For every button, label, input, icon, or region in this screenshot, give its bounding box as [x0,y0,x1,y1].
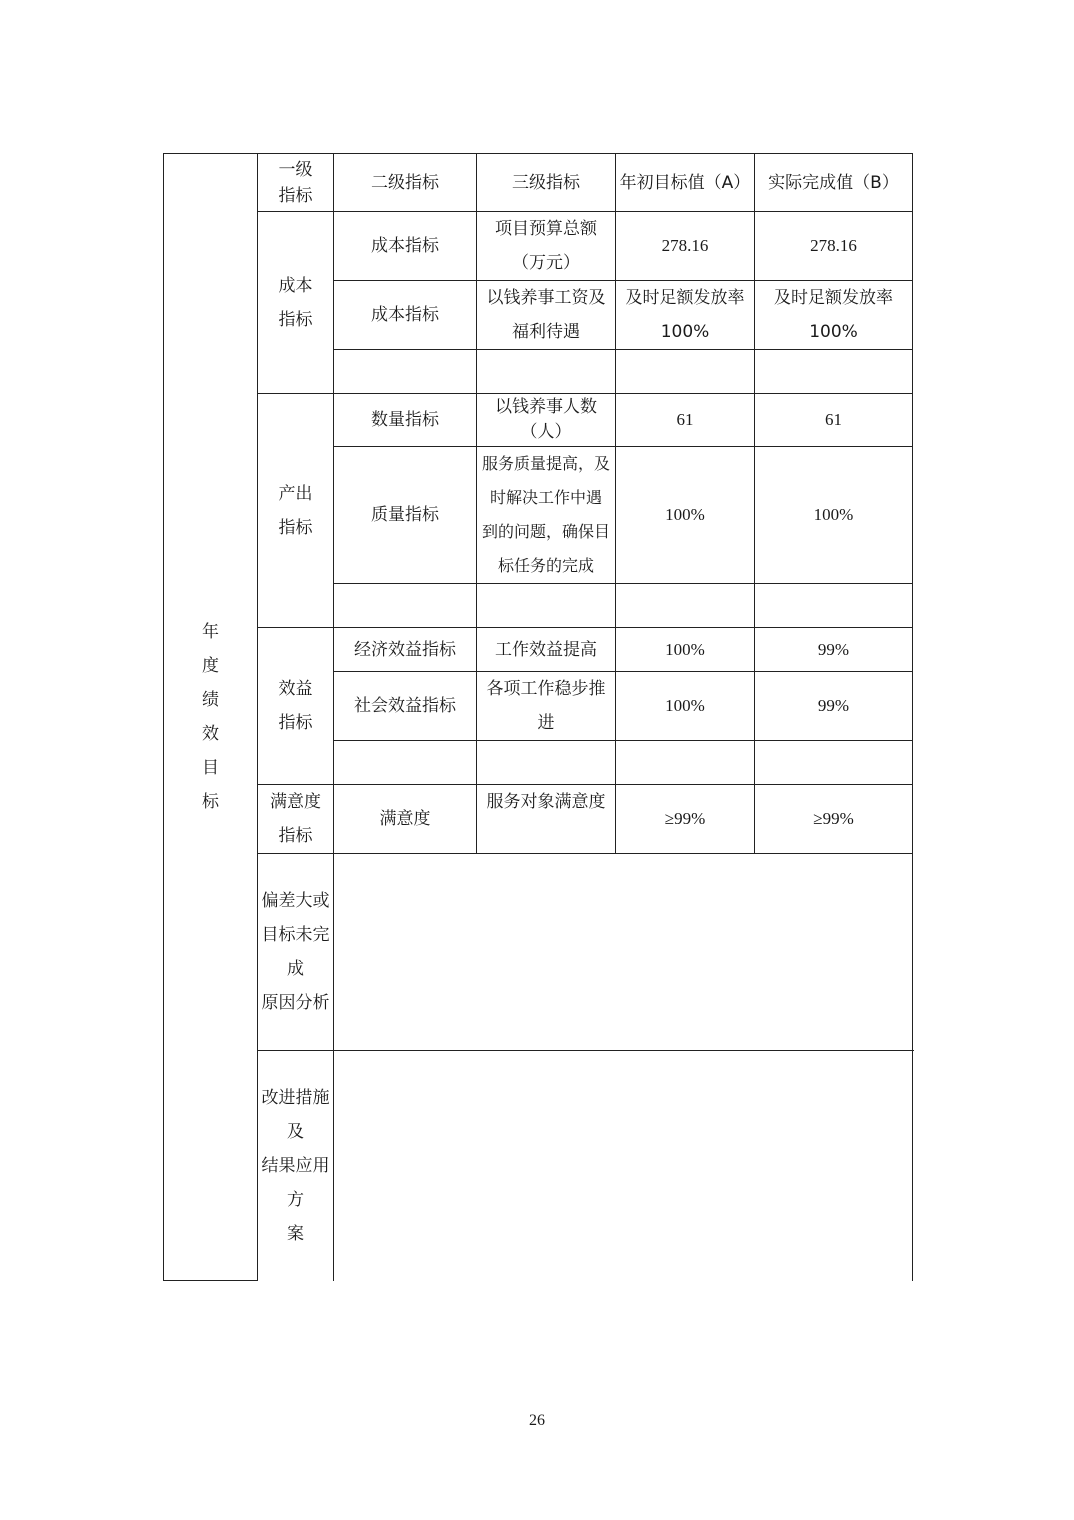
group-satisfaction: 满意度 指标 [258,785,334,854]
cell-level3: 项目预算总额 （万元） [477,212,616,281]
deviation-row [164,854,913,1051]
cell-target: 100% [616,628,755,672]
cell-actual: 278.16 [755,212,913,281]
empty-cell [616,741,755,785]
empty-cell [334,584,477,628]
cell-level2: 成本指标 [334,281,477,350]
cell-actual: 61 [755,394,913,447]
empty-cell [755,350,913,394]
improvement-label: 改进措施及 结果应用方 案 [258,1051,334,1281]
empty-cell [477,741,616,785]
side-label-annual-goals: 年 度 绩 效 目 标 [164,154,258,1281]
cell-actual: 99% [755,672,913,741]
cell-level3: 服务对象满意度 [477,785,616,854]
performance-table [163,153,913,1281]
cell-level2: 成本指标 [334,212,477,281]
group-benefit: 效益 指标 [258,628,334,785]
empty-cell [755,741,913,785]
empty-cell [477,584,616,628]
cell-target: ≥99% [616,785,755,854]
empty-cell [616,584,755,628]
empty-cell [755,584,913,628]
cell-level2: 质量指标 [334,447,477,584]
cell-target: 100% [616,672,755,741]
group-cost: 成本 指标 [258,212,334,394]
cell-level3: 服务质量提高，及 时解决工作中遇 到的问题，确保目 标任务的完成 [477,447,616,584]
table-row [164,394,913,447]
cell-actual: ≥99% [755,785,913,854]
cell-target: 278.16 [616,212,755,281]
cell-level2: 满意度 [334,785,477,854]
cell-actual: 99% [755,628,913,672]
cell-target: 61 [616,394,755,447]
empty-cell [477,350,616,394]
deviation-label: 偏差大或 目标未完成 原因分析 [258,854,334,1051]
header-row [164,154,913,212]
cell-level3: 以钱养事工资及 福利待遇 [477,281,616,350]
cell-actual: 100% [755,447,913,584]
cell-level3: 各项工作稳步推 进 [477,672,616,741]
empty-cell [334,350,477,394]
page-number: 26 [529,1412,545,1429]
cell-level2: 数量指标 [334,394,477,447]
improvement-row [164,1051,913,1281]
cell-level3: 以钱养事人数 （人） [477,394,616,447]
empty-cell [616,350,755,394]
cell-level3: 工作效益提高 [477,628,616,672]
cell-level2: 经济效益指标 [334,628,477,672]
header-actual: 实际完成值（B） [755,154,913,212]
table-row [164,212,913,281]
cell-target: 及时足额发放率 100% [616,281,755,350]
cell-level2: 社会效益指标 [334,672,477,741]
deviation-content [334,854,913,1051]
table-row [164,785,913,854]
header-level3: 三级指标 [477,154,616,212]
improvement-content [334,1051,913,1281]
cell-actual: 及时足额发放率 100% [755,281,913,350]
cell-target: 100% [616,447,755,584]
header-level2: 二级指标 [334,154,477,212]
header-target: 年初目标值（A） [616,154,755,212]
header-level1: 一级 指标 [258,154,334,212]
table-row [164,628,913,672]
group-output: 产出 指标 [258,394,334,628]
empty-cell [334,741,477,785]
